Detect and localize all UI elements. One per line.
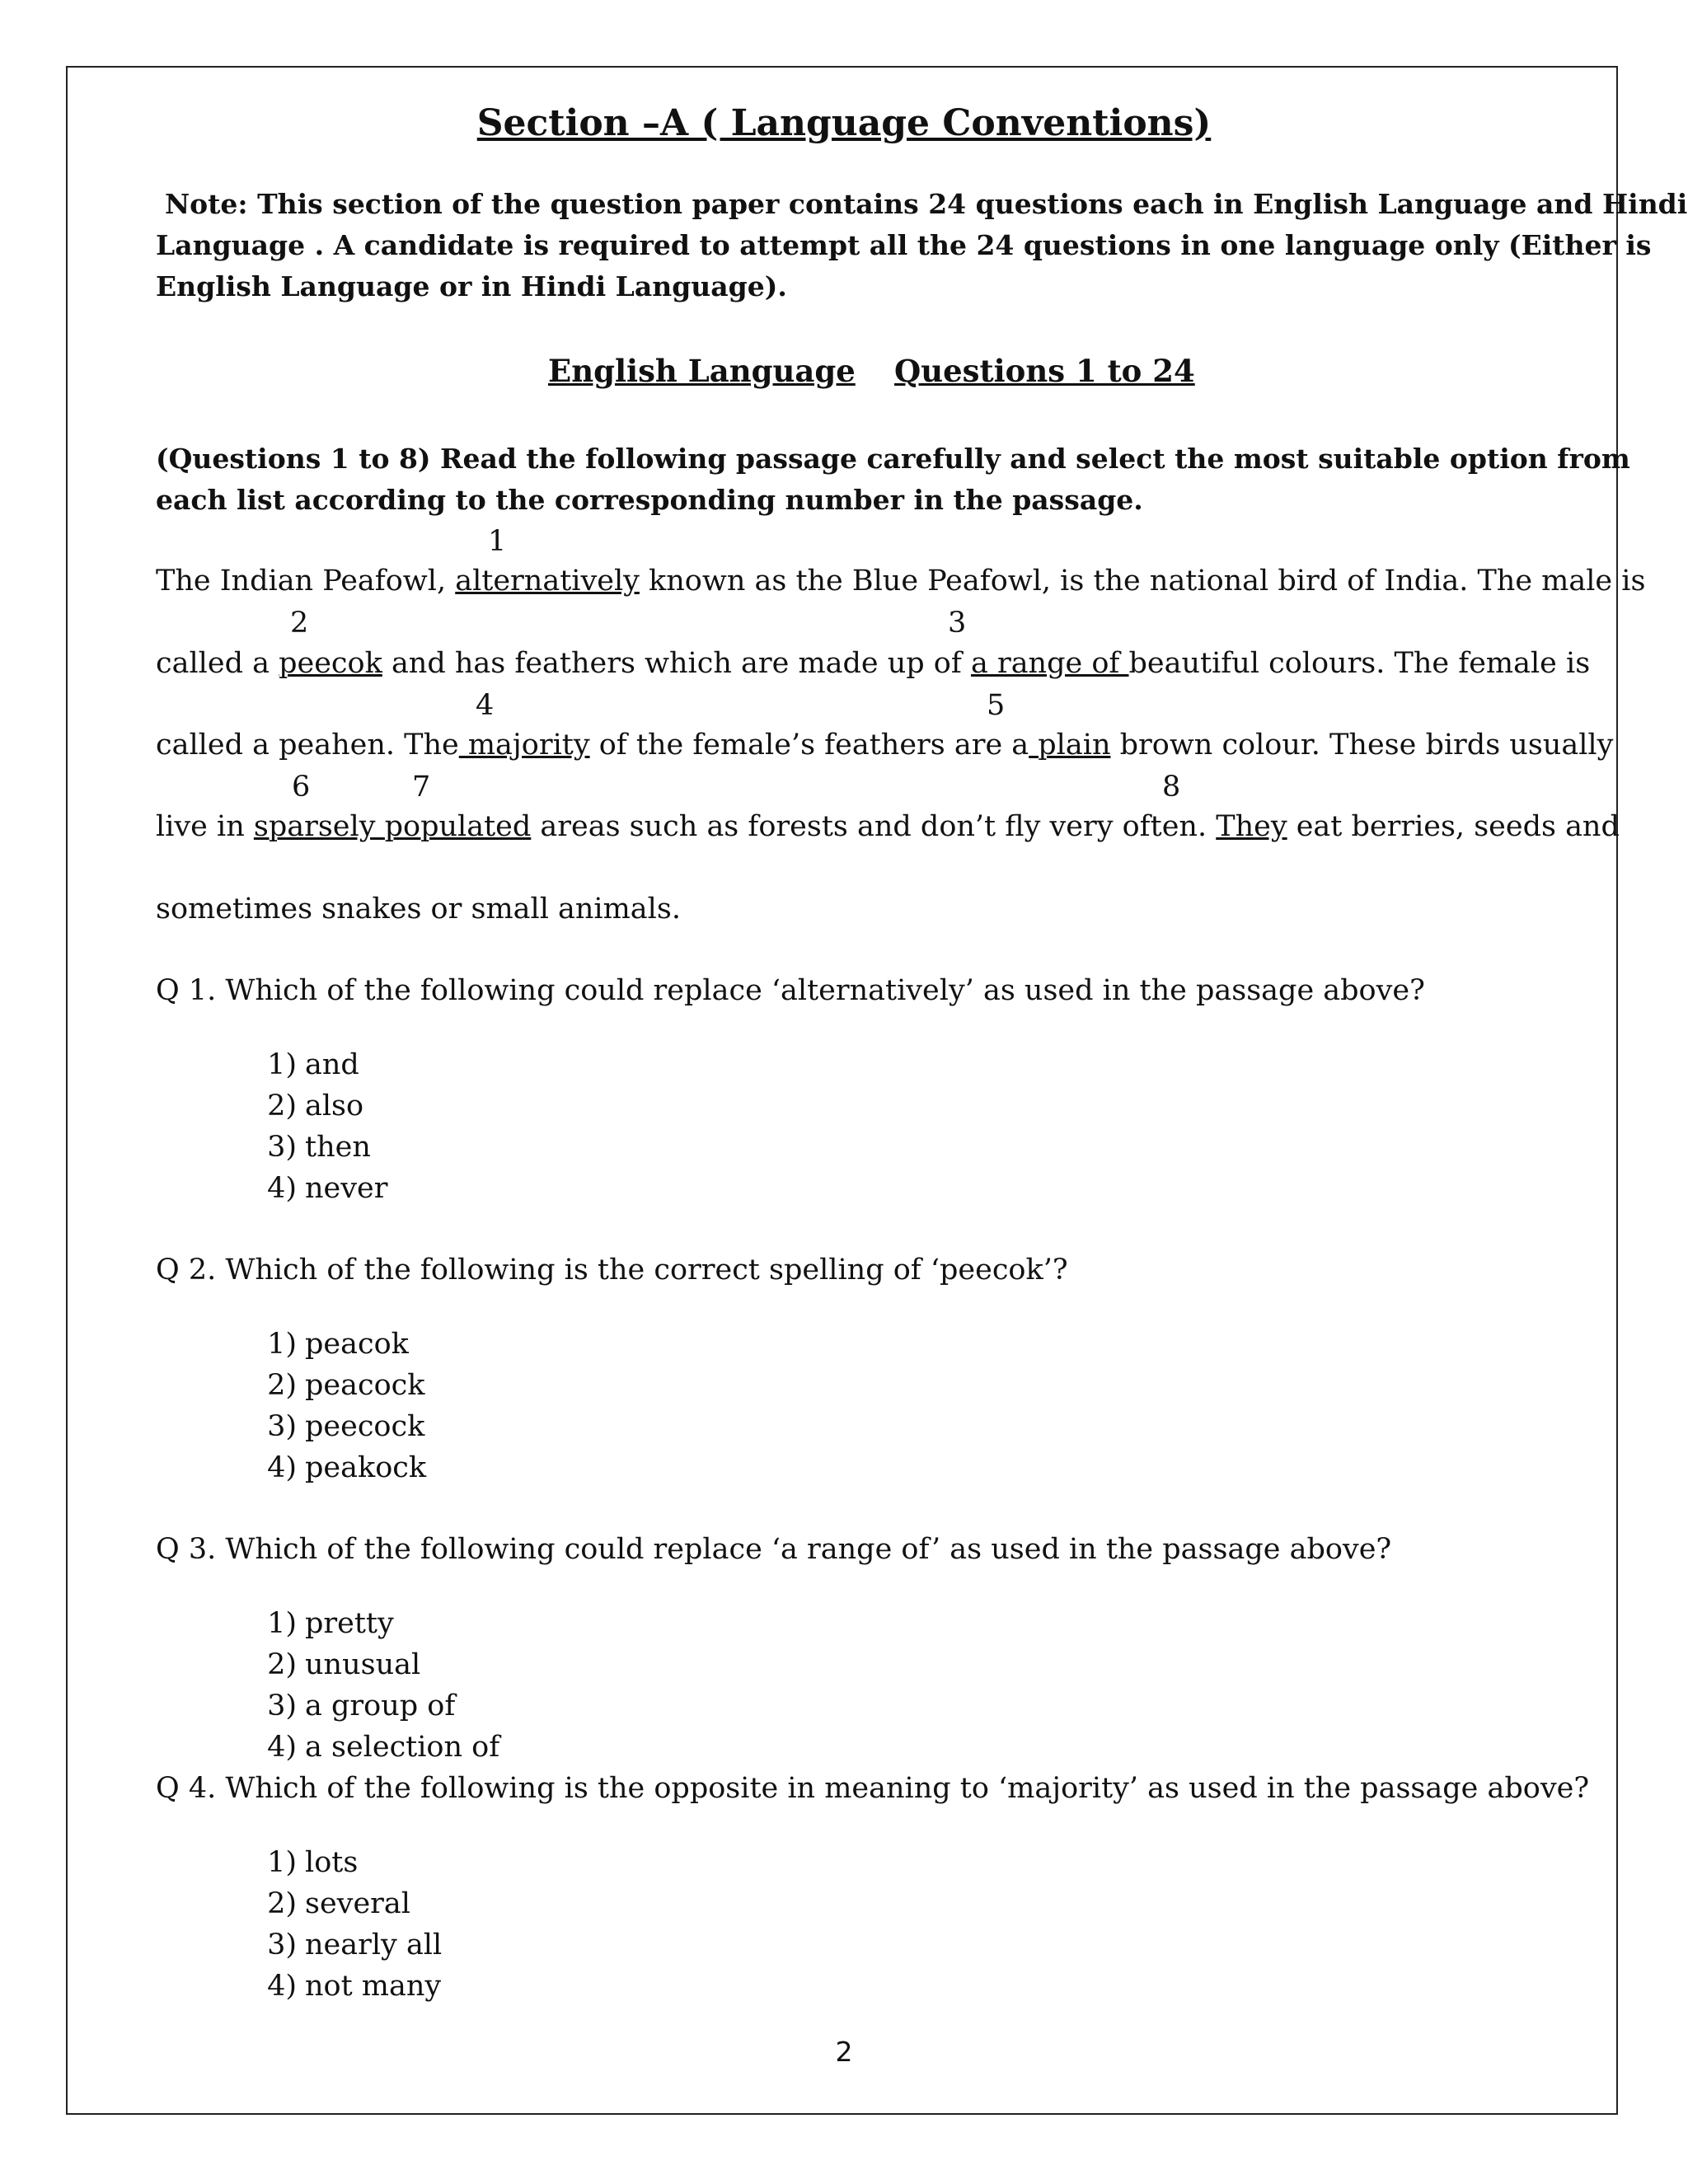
- passage-line-1: The Indian Peafowl, alternatively known as the Blue Peafowl, is the national bird of India. The male is: [156, 565, 1646, 598]
- passage-marker-8: 8: [1162, 771, 1181, 804]
- q4-option-4: not many: [305, 1970, 442, 2003]
- q2-option-4: peakock: [305, 1451, 427, 1484]
- q4-option-1: lots: [305, 1846, 359, 1879]
- subheading-language: English Language: [548, 353, 856, 389]
- q4-option-2-number: 2): [267, 1887, 297, 1920]
- q2-option-1: peacok: [305, 1328, 409, 1361]
- q3-option-1: pretty: [305, 1607, 394, 1640]
- q1-option-4: never: [305, 1172, 388, 1205]
- question-2: Q 2. Which of the following is the correct spelling of ‘peecok’?: [156, 1254, 1068, 1286]
- q1-option-1-number: 1): [267, 1048, 297, 1081]
- question-4: Q 4. Which of the following is the opposite in meaning to ‘majority’ as used in the passage above?: [156, 1772, 1590, 1805]
- instructions-line-2: each list according to the corresponding number in the passage.: [156, 484, 1143, 516]
- note-line-1: Note: This section of the question paper contains 24 questions each in English Language and Hindi: [165, 188, 1688, 220]
- q2-option-3-number: 3): [267, 1410, 297, 1443]
- question-3: Q 3. Which of the following could replace ‘a range of’ as used in the passage above?: [156, 1533, 1392, 1566]
- passage-marker-2: 2: [290, 607, 309, 640]
- q1-option-3: then: [305, 1131, 371, 1164]
- q1-option-3-number: 3): [267, 1131, 297, 1164]
- note-line-3: English Language or in Hindi Language).: [156, 270, 787, 302]
- q2-option-3: peecock: [305, 1410, 425, 1443]
- page-number: 2: [835, 2036, 853, 2068]
- passage-marker-7: 7: [412, 771, 431, 804]
- q2-option-2: peacock: [305, 1369, 425, 1402]
- subheading-questions: Questions 1 to 24: [894, 353, 1195, 389]
- q4-option-3-number: 3): [267, 1929, 297, 1961]
- q1-option-1: and: [305, 1048, 359, 1081]
- q4-option-2: several: [305, 1887, 410, 1920]
- q2-option-1-number: 1): [267, 1328, 297, 1361]
- q3-option-2-number: 2): [267, 1648, 297, 1681]
- q1-option-2-number: 2): [267, 1090, 297, 1122]
- passage-marker-5: 5: [987, 689, 1006, 722]
- section-title: Section –A ( Language Conventions): [476, 102, 1212, 144]
- instructions-line-1: (Questions 1 to 8) Read the following passage carefully and select the most suitable option from: [156, 443, 1630, 475]
- q2-option-2-number: 2): [267, 1369, 297, 1402]
- passage-marker-4: 4: [476, 689, 495, 722]
- passage-marker-1: 1: [488, 525, 507, 558]
- passage-marker-6: 6: [292, 771, 311, 804]
- q1-option-4-number: 4): [267, 1172, 297, 1205]
- q3-option-2: unusual: [305, 1648, 421, 1681]
- q1-option-2: also: [305, 1090, 364, 1122]
- passage-line-3: called a peahen. The majority of the female’s feathers are a plain brown colour. These birds usually: [156, 729, 1614, 762]
- q3-option-1-number: 1): [267, 1607, 297, 1640]
- q3-option-4-number: 4): [267, 1731, 297, 1764]
- note-line-2: Language . A candidate is required to attempt all the 24 questions in one language only (Either is: [156, 229, 1652, 261]
- q2-option-4-number: 4): [267, 1451, 297, 1484]
- q3-option-3: a group of: [305, 1690, 456, 1722]
- passage-marker-3: 3: [948, 607, 967, 640]
- q4-option-4-number: 4): [267, 1970, 297, 2003]
- passage-line-4: live in sparsely populated areas such as forests and don’t fly very often. They eat berries, seeds and: [156, 810, 1620, 843]
- passage-line-2: called a peecok and has feathers which are made up of a range of beautiful colours. The female is: [156, 647, 1591, 680]
- question-1: Q 1. Which of the following could replace ‘alternatively’ as used in the passage above?: [156, 974, 1425, 1007]
- q3-option-3-number: 3): [267, 1690, 297, 1722]
- q4-option-1-number: 1): [267, 1846, 297, 1879]
- q3-option-4: a selection of: [305, 1731, 500, 1764]
- passage-line-5: sometimes snakes or small animals.: [156, 893, 681, 926]
- q4-option-3: nearly all: [305, 1929, 443, 1961]
